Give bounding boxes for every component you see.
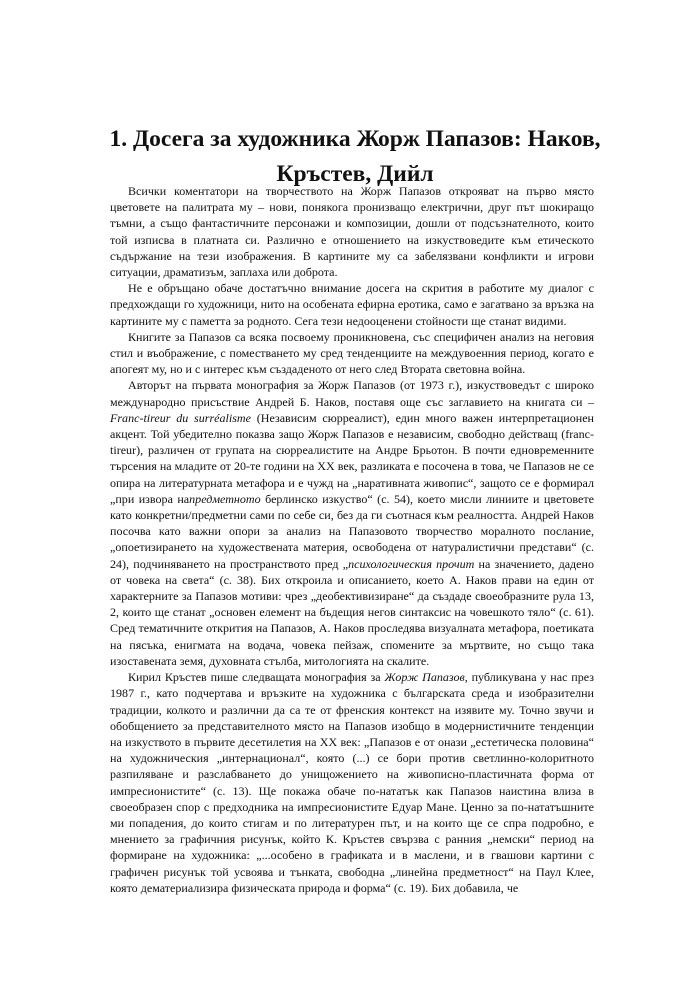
text-run: Книгите за Папазов са всяка посвоему проникновена, със специфичен анализ на неговия стил и въображение, с поместването му сред тенденциите на междувоенния период, когато е апогеят му, но и с интерес към създаденото от него след Втората световна война. [110, 329, 594, 377]
body-paragraph [110, 183, 594, 280]
body-paragraph [110, 377, 594, 669]
italic-text: психологическия прочит [348, 556, 475, 571]
page-title: 1. Досега за художника Жорж Папазов: Наков, Кръстев, Дийл [109, 126, 601, 187]
text-run: Всички коментатори на творчеството на Жорж Папазов открояват на първо място цветовете на палитрата му – нови, понякога пронизващо електрични, друг път шокиращо тъмни, а също фантастичните персонажи и композиции, дошли от подсъзнателното, които той изписва в платната си. Различно е отношението на изкуствоведите към етическото съдържание на тези изображения. В картините му са забелязвани конфликти и игрови ситуации, драматизъм, заплаха или доброта. [110, 184, 594, 280]
text-run: на значението, дадено от човека на света“ (с. 38). Бих откроила и описанието, което А. Наков прави на един от характерните за Папазов мотиви: чрез „деобективизиране“ да създаде своеобразните рула 13, 2, които ще станат „основен елемент на бъдещия негов синтаксис на човешкото тяло“ (с. 61). Сред тематичните открития на Папазов, А. Наков проследява визуалната метафора, поетиката на пясъка, енигмата на водача, човека пейзаж, спомените за мъртвите, но също така изоставената земя, духовната стълба, митологията на скалите. [110, 556, 595, 668]
document-body [110, 183, 594, 896]
body-paragraph [110, 329, 594, 378]
text-run: берлинско изкуство“ (с. 54), което мисли линиите и цветовете като конкретни/предметни сами по себе си, без да ги съотнася към реалността. Андрей Наков посочва като важни опори за анализ на Папазовото творчество моралното послание, „опоетизирането на художествената материя, освободена от натуралистични представи“ (с. 24), подчиняването на пространството пред „ [110, 491, 595, 571]
text-run: Авторът на първата монография за Жорж Папазов (от 1973 г.), изкуствоведът с широко международно присъствие Андрей Б. Наков, поставя още със заглавието на книгата си – [110, 378, 594, 409]
body-paragraph [110, 669, 594, 896]
italic-text: Franc-tireur du surréalisme [110, 410, 251, 425]
body-paragraph [110, 280, 594, 329]
italic-text: Жорж Папазов [384, 670, 465, 685]
text-run: Не е обръщано обаче достатъчно внимание досега на скрития в работите му диалог с предхождащи го художници, нито на особената ефирна еротика, само е загатвано за връзка на картините му с паметта за родното. Сега тези недооценени стойности ще станат видими. [110, 281, 594, 328]
italic-text: предметното [189, 491, 261, 506]
text-run: , публикувана у нас през 1987 г., като подчертава и връзките на художника с българската среда и изобразителни традиции, колкото и различни да са те от френския контекст на изявите му. Точно звучи и обобщението за представителното място на Папазов изобщо в модернистичните тенденции на изкуството в първите десетилетия на ХХ век: „Папазов е от онази „естетическа половина“ на художническия „интернационал“, която (...) се бори против светлинно-колоритното разпиляване и разслабването до унищожението на живописно-пластичната форма от импресионистите“ (с. 13). Ще покажа обаче по-нататък как Папазов наистина влиза в своеобразен спор с предходника на импресионистите Едуар Мане. Ценно за по-нататъшните ми попадения, до които стигам и по литературен път, и на които ще се спра подробно, е мнението за графичния рисунък, който К. Кръстев свързва с ранния „немски“ период на формиране на художника: „...особено в графиката и в маслени, и в гвашови картини с графичен рисунък той усвоява и тънката, свободна „линейна предметност“ на Паул Клее, която дематериализира физическата природа и форма“ (с. 19). Бих добавила, че [110, 670, 595, 895]
text-run: Кирил Кръстев пише следващата монография за [128, 670, 385, 685]
text-run: (Независим сюрреалист), един много важен интерпретационен акцент. Той убедително показва защо Жорж Папазов е независим, свободно действащ (franc-tireur), различен от групата на сюрреалистите на Андре Брьотон. В почти едновременните търсения на младите от 20-те години на ХХ век, разликата е посочена в това, че Папазов не се опира на литературната метафора и е чужд на „наративната живопис“, защото се е формирал „при извора на [110, 410, 595, 506]
